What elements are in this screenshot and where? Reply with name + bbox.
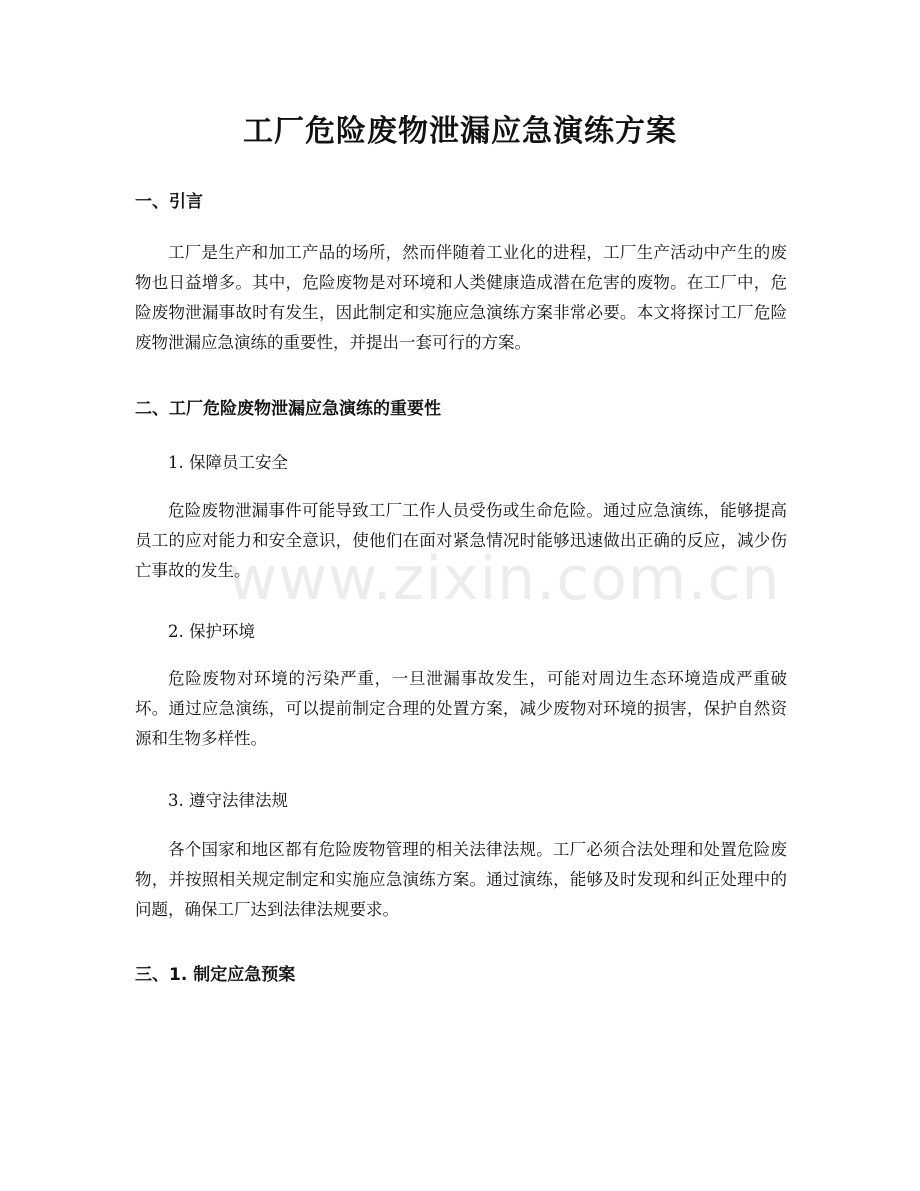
section-heading-importance: 二、工厂危险废物泄漏应急演练的重要性 [135, 399, 441, 419]
item-paragraph-staff-safety: 危险废物泄漏事件可能导致工厂工作人员受伤或生命危险。通过应急演练，能够提高员工的应对能力和安全意识，使他们在面对紧急情况时能够迅速做出正确的反应，减少伤亡事故的发生。 [135, 501, 787, 580]
item-paragraph-law: 各个国家和地区都有危险废物管理的相关法律法规。工厂必须合法处理和处置危险废物，并按照相关规定制定和实施应急演练方案。通过演练，能够及时发现和纠正处理中的问题，确保工厂达到法律法规要求。 [135, 840, 787, 919]
intro-paragraph: 工厂是生产和加工产品的场所，然而伴随着工业化的进程，工厂生产活动中产生的废物也日益增多。其中，危险废物是对环境和人类健康造成潜在危害的废物。在工厂中，危险废物泄漏事故时有发生，因此制定和实施应急演练方案非常必要。本文将探讨工厂危险废物泄漏应急演练的重要性，并提出一套可行的方案。 [135, 243, 787, 352]
item-paragraph-environment: 危险废物对环境的污染严重，一旦泄漏事故发生，可能对周边生态环境造成严重破坏。通过应急演练，可以提前制定合理的处置方案，减少废物对环境的损害，保护自然资源和生物多样性。 [135, 669, 787, 748]
watermark: www.zixin.com.cn [228, 544, 781, 614]
section-heading-plan: 三、1. 制定应急预案 [135, 965, 296, 985]
section-heading-intro: 一、引言 [135, 192, 203, 212]
document-title: 工厂危险废物泄漏应急演练方案 [243, 114, 677, 149]
item-title-staff-safety: 1. 保障员工安全 [168, 453, 288, 472]
item-title-law: 3. 遵守法律法规 [168, 791, 288, 810]
item-title-environment: 2. 保护环境 [168, 622, 255, 641]
